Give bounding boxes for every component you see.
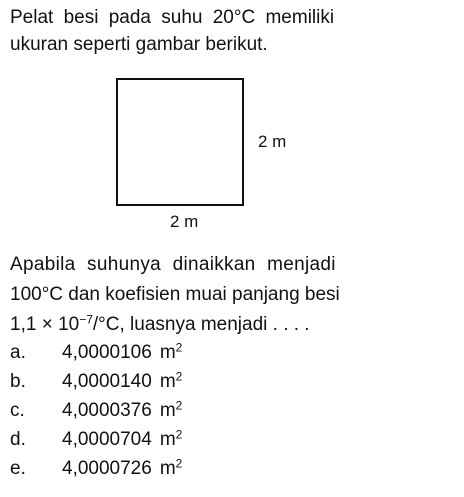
answer-option-a[interactable] — [10, 340, 182, 366]
option-unit: $m^2$ — [159, 398, 183, 421]
option-unit: $m^2$ — [159, 369, 183, 392]
option-unit: $m^2$ — [159, 340, 183, 363]
question-ending: /°C, luasnya menjadi . . . . — [92, 314, 310, 335]
question-body-line-2: 100°C dan koefisien muai panjang besi — [10, 284, 340, 305]
side-length-label: 2 m — [258, 132, 287, 151]
coefficient-exponent: −7 — [79, 312, 93, 327]
option-letter: e. — [10, 458, 26, 479]
option-value: 4,0000106 — [62, 342, 152, 363]
question-intro-line-2: ukuran seperti gambar berikut. — [10, 34, 268, 55]
option-unit: $m^2$ — [159, 456, 183, 479]
option-letter: d. — [10, 429, 26, 450]
option-value: 4,0000376 — [62, 400, 152, 421]
option-value: 4,0000704 — [62, 429, 152, 450]
bottom-length-label: 2 m — [170, 212, 199, 231]
answer-option-b[interactable] — [10, 369, 182, 395]
iron-plate-square — [116, 78, 244, 206]
option-unit: $m^2$ — [159, 427, 183, 450]
option-value: 4,0000140 — [62, 371, 152, 392]
answer-option-e[interactable] — [10, 456, 182, 482]
question-intro-line-1: Pelat besi pada suhu 20°C memiliki — [10, 7, 335, 28]
answer-option-c[interactable] — [10, 398, 182, 424]
option-value: 4,0000726 — [62, 458, 152, 479]
answer-option-d[interactable] — [10, 427, 182, 453]
option-letter: c. — [10, 400, 25, 421]
question-body-line-3 — [10, 311, 310, 338]
option-letter: b. — [10, 371, 26, 392]
coefficient-base: 1,1 × 10 — [10, 314, 80, 335]
option-letter: a. — [10, 342, 26, 363]
question-body-line-1: Apabila suhunya dinaikkan menjadi — [10, 254, 336, 275]
